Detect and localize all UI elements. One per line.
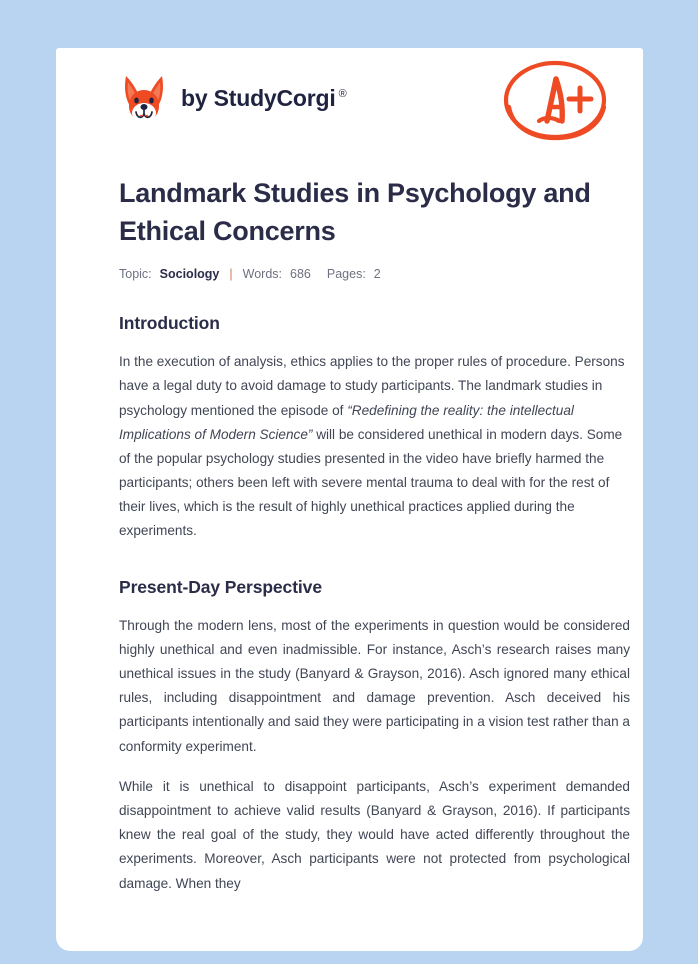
- brand-lockup[interactable]: [119, 72, 346, 124]
- corgi-face-icon: [119, 72, 169, 124]
- meta-pages-label: Pages:: [326, 266, 366, 281]
- quoted-title-text: “Redefining the reality: the intellectual Implications of Modern Science”: [119, 402, 574, 442]
- document-sections: [119, 313, 630, 896]
- meta-words-label: Words:: [242, 266, 283, 281]
- body-paragraph: [119, 775, 630, 896]
- brand-name: [181, 84, 347, 111]
- document-header: [56, 48, 643, 158]
- meta-pages-value: 2: [373, 266, 381, 281]
- meta-topic-value[interactable]: Sociology: [159, 266, 220, 281]
- section-heading: Present-Day Perspective: [119, 576, 322, 597]
- paragraph-text: In the execution of analysis, ethics applies to the proper rules of procedure. Persons have a legal duty to avoid damage to study participants. The landmark studies in psychology mentioned the episode of: [119, 354, 625, 418]
- paragraph-text: will be considered unethical in modern days. Some of the popular psychology studies presented in the video have briefly harmed the participants; others been left with severe mental trauma to deal with for the rest of their lives, which is the result of highly unethical practices applied during the experiments.: [119, 426, 623, 539]
- paragraph-text: While it is unethical to disappoint participants, Asch’s experiment demanded disappointment to achieve valid results (Banyard & Grayson, 2016). If participants knew the real goal of the study, they would have acted differently throughout the experiments. Moreover, Asch participants were not protected from psychological damage. When they: [119, 778, 630, 891]
- document-paper: [56, 48, 643, 951]
- a-plus-grade-icon: [499, 55, 611, 145]
- page-title: Landmark Studies in Psychology and Ethical Concerns: [119, 178, 591, 247]
- paragraph-text: Through the modern lens, most of the experiments in question would be considered highly unethical and even inadmissible. For instance, Asch’s research raises many unethical issues in the study (Banyard & Grayson, 2016). Asch ignored many ethical rules, including disappointment and damage prevention. Asch deceived his participants intentionally and said they were participating in a vision test rather than a conformity experiment.: [119, 617, 630, 754]
- brand-name-text: by StudyCorgi: [181, 84, 336, 111]
- registered-trademark-icon: ®: [338, 87, 347, 100]
- section-heading: Introduction: [119, 313, 220, 334]
- meta-topic-label: Topic:: [119, 266, 152, 281]
- body-paragraph: [119, 614, 630, 759]
- body-paragraph: [119, 350, 630, 544]
- document-content: [119, 174, 630, 896]
- meta-words-value: 686: [290, 266, 311, 281]
- meta-separator: |: [229, 266, 233, 281]
- document-meta: [119, 268, 630, 281]
